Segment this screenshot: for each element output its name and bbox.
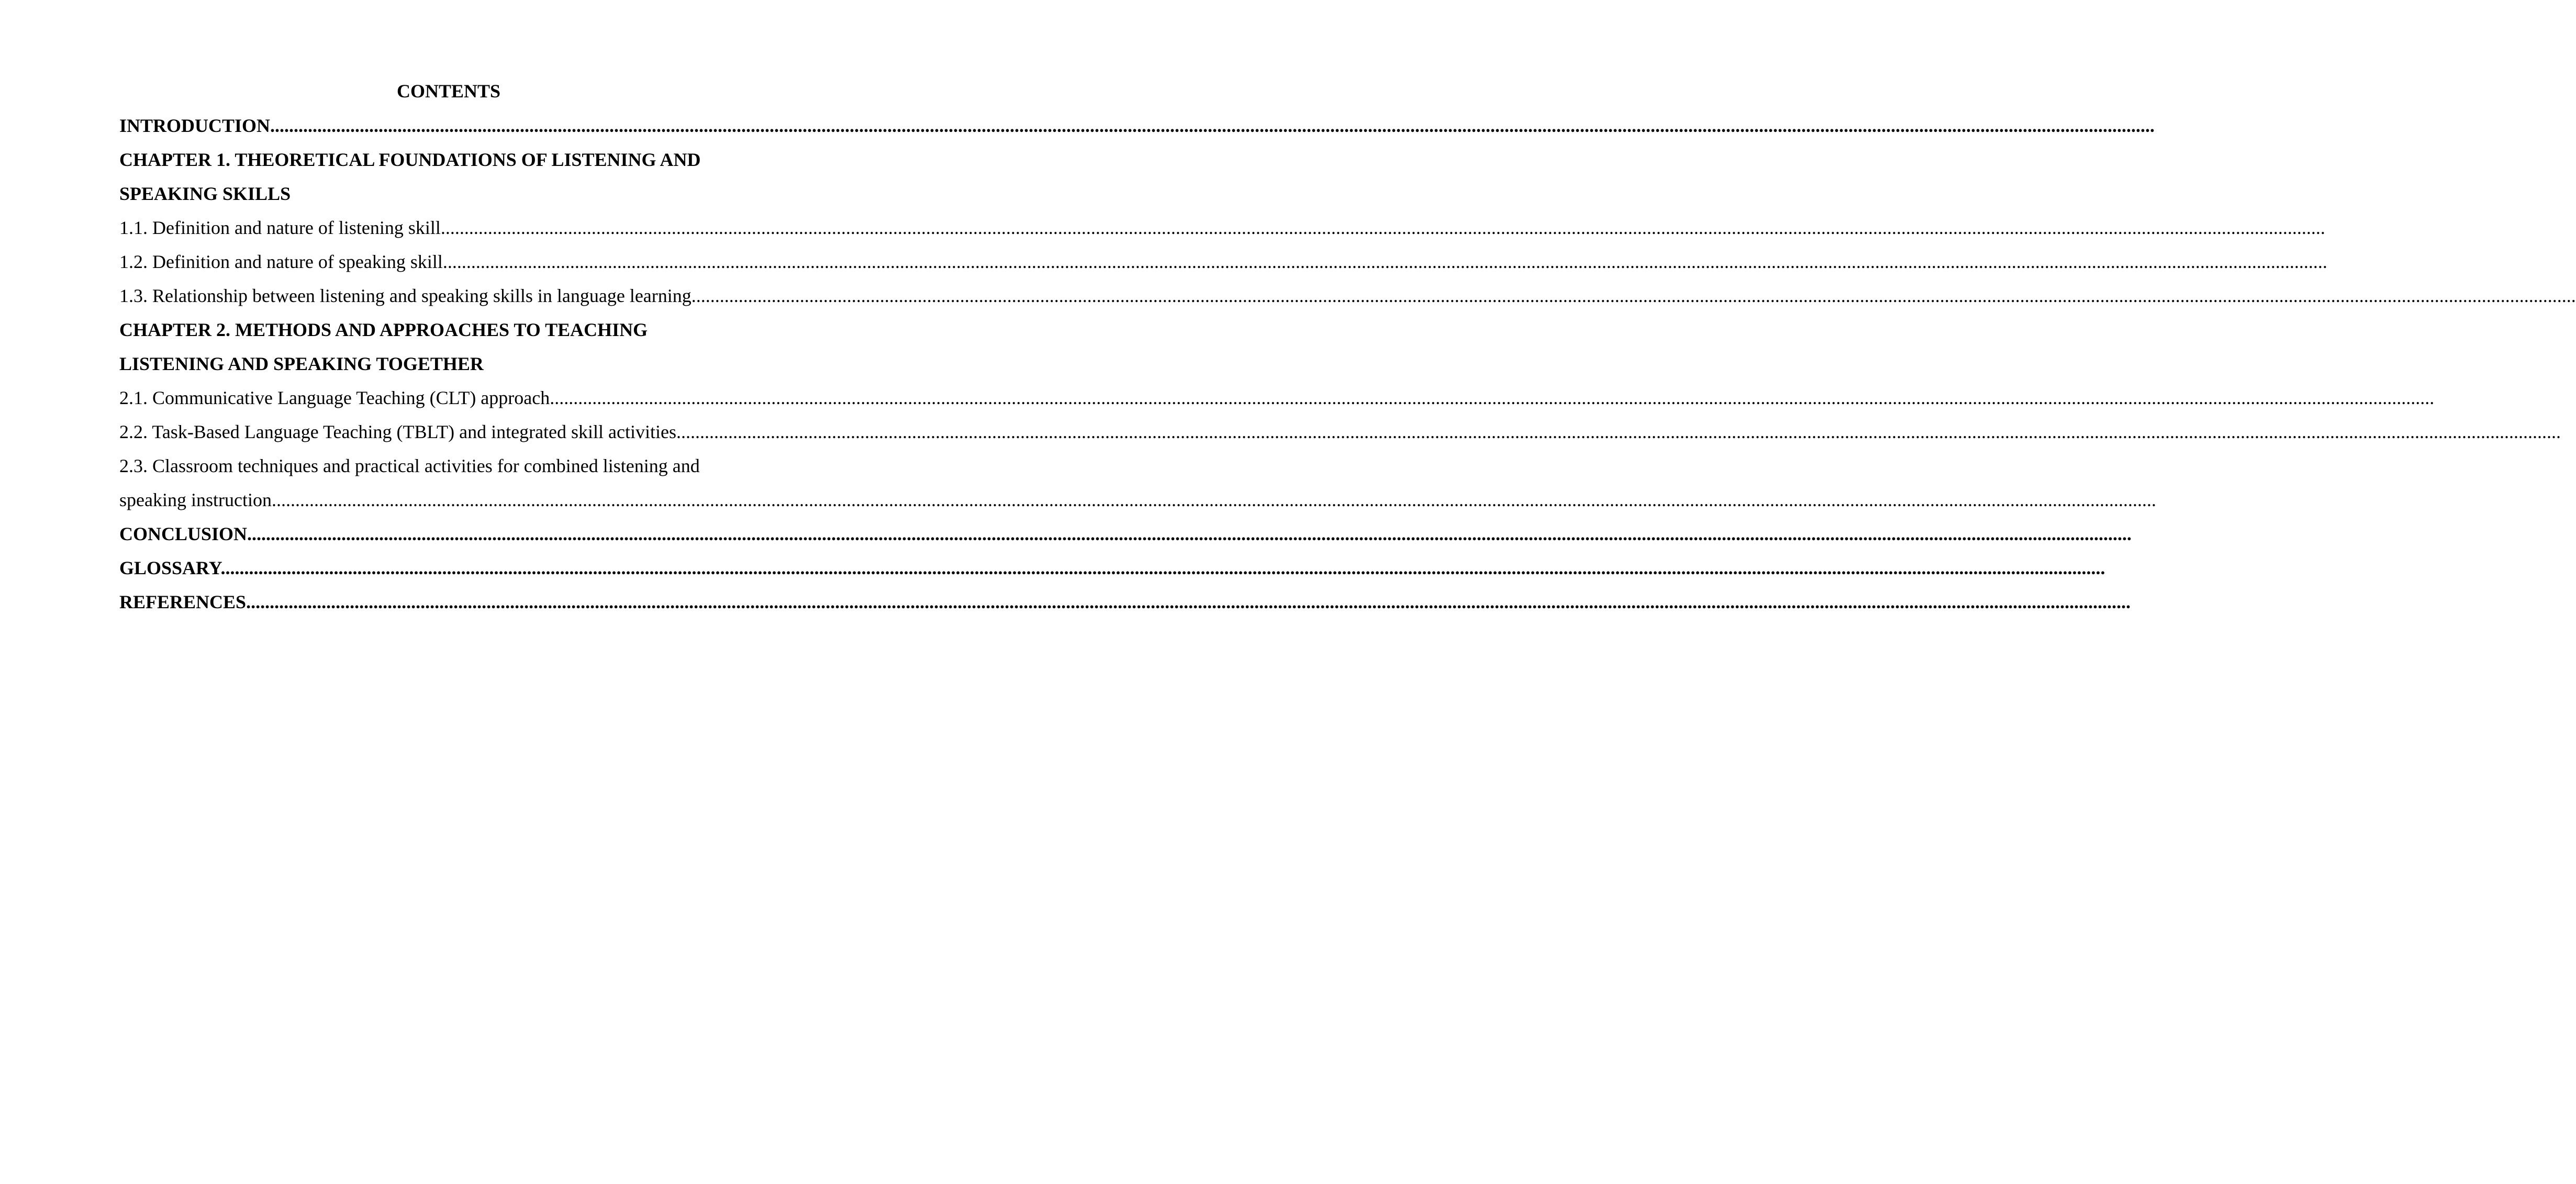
toc-entry-text: GLOSSARY: [119, 557, 221, 578]
toc-entry[interactable]: [119, 417, 2561, 451]
dot-leader: ................................................................................................................................................................................................................................................................................................................................................................................................................: [440, 217, 2325, 238]
toc-entry[interactable]: [119, 315, 838, 349]
toc-entry[interactable]: [119, 213, 2325, 247]
toc-entry[interactable]: [119, 383, 2435, 417]
toc-entry-text: 1.2. Definition and nature of speaking skill: [119, 251, 443, 272]
toc-entry[interactable]: [119, 111, 2155, 145]
toc-entry[interactable]: [119, 145, 838, 179]
toc-entry[interactable]: [119, 587, 2131, 621]
toc-entry-text: CONCLUSION: [119, 523, 248, 544]
toc-entry[interactable]: [119, 247, 2327, 281]
toc-entry-text: SPEAKING SKILLS: [119, 183, 291, 204]
dot-leader: ................................................................................................................................................................................................................................................................................................................................................................................................................: [246, 591, 2131, 612]
dot-leader: ................................................................................................................................................................................................................................................................................................................................................................................................................: [676, 421, 2561, 442]
toc-entry-text: CHAPTER 2. METHODS AND APPROACHES TO TEACHING: [119, 319, 648, 340]
toc-entry-text: 1.1. Definition and nature of listening skill: [119, 217, 441, 238]
toc-entry-text: 2.3. Classroom techniques and practical activities for combined listening and: [119, 455, 700, 476]
toc-entry[interactable]: [119, 485, 2156, 519]
toc-entry[interactable]: [119, 451, 838, 485]
toc-entry-text: 2.2. Task-Based Language Teaching (TBLT) and integrated skill activities: [119, 421, 677, 442]
contents-heading: CONTENTS: [396, 81, 501, 102]
toc-entry[interactable]: [119, 179, 838, 213]
toc-entry-text: INTRODUCTION: [119, 115, 271, 136]
table-of-contents: [119, 111, 2576, 621]
dot-leader: ................................................................................................................................................................................................................................................................................................................................................................................................................: [220, 557, 2105, 578]
toc-entry[interactable]: [119, 553, 2105, 587]
toc-entry-text: 2.1. Communicative Language Teaching (CLT) approach: [119, 387, 550, 408]
toc-entry[interactable]: [119, 519, 2132, 553]
toc-entry[interactable]: [119, 349, 838, 383]
dot-leader: ................................................................................................................................................................................................................................................................................................................................................................................................................: [442, 251, 2327, 272]
toc-entry-text: LISTENING AND SPEAKING TOGETHER: [119, 353, 484, 374]
dot-leader: ................................................................................................................................................................................................................................................................................................................................................................................................................: [247, 523, 2132, 544]
toc-entry-text: 1.3. Relationship between listening and speaking skills in language learning: [119, 285, 692, 306]
dot-leader: ................................................................................................................................................................................................................................................................................................................................................................................................................: [550, 387, 2435, 408]
toc-entry-text: speaking instruction: [119, 489, 272, 510]
toc-entry-text: REFERENCES: [119, 591, 247, 612]
dot-leader: ................................................................................................................................................................................................................................................................................................................................................................................................................: [691, 285, 2576, 306]
dot-leader: ................................................................................................................................................................................................................................................................................................................................................................................................................: [270, 115, 2155, 136]
toc-entry[interactable]: [119, 281, 2576, 315]
toc-entry-text: CHAPTER 1. THEORETICAL FOUNDATIONS OF LISTENING AND: [119, 149, 701, 170]
dot-leader: ................................................................................................................................................................................................................................................................................................................................................................................................................: [271, 489, 2156, 510]
